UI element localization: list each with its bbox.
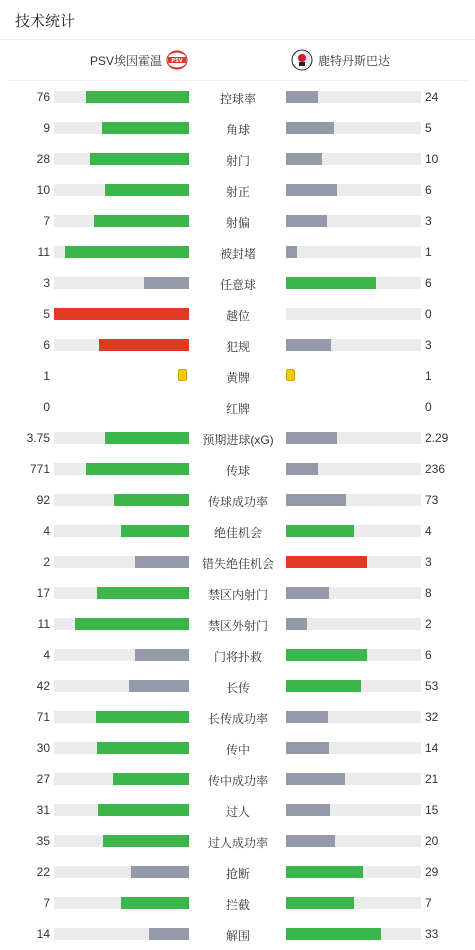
stat-label: 解围: [225, 929, 250, 943]
stat-row: [0, 918, 475, 949]
home-stat-bar: [54, 494, 189, 506]
home-stat-bar: [54, 339, 189, 351]
stat-row: [0, 887, 475, 918]
home-stat-value: 27: [36, 772, 50, 786]
away-stat-value: 6: [425, 648, 432, 662]
stat-label: 禁区内射门: [207, 588, 268, 602]
stat-row: [0, 515, 475, 546]
away-stat-bar: [286, 370, 421, 382]
away-stat-value: 53: [425, 679, 439, 693]
home-stat-value: 4: [43, 524, 50, 538]
away-stat-value: 3: [425, 338, 432, 352]
away-stat-bar: [286, 184, 421, 196]
stat-label: 传中: [225, 743, 250, 757]
away-stat-fill: [286, 618, 307, 630]
away-team[interactable]: [291, 40, 390, 80]
away-stat-bar: [286, 897, 421, 909]
stat-label: 犯规: [225, 340, 250, 354]
home-stat-value: 2: [43, 555, 50, 569]
home-stat-bar: [54, 928, 189, 940]
home-stat-bar: [54, 804, 189, 816]
home-stat-bar: [54, 91, 189, 103]
stat-label: 错失绝佳机会: [201, 557, 274, 571]
away-stat-fill: [286, 866, 363, 878]
home-stat-fill: [99, 339, 189, 351]
home-stat-fill: [97, 587, 189, 599]
home-stat-bar: [54, 773, 189, 785]
stat-row: [0, 763, 475, 794]
away-stat-value: 14: [425, 741, 439, 755]
home-stat-value: 76: [36, 90, 50, 104]
stat-row: [0, 267, 475, 298]
away-stat-fill: [286, 463, 318, 475]
home-stat-value: 4: [43, 648, 50, 662]
home-stat-fill: [105, 184, 189, 196]
stat-label: 绝佳机会: [213, 526, 262, 540]
home-stat-fill: [149, 928, 189, 940]
home-stat-bar: [54, 401, 189, 413]
away-stat-bar: [286, 122, 421, 134]
away-stat-bar: [286, 215, 421, 227]
away-stat-value: 1: [425, 245, 432, 259]
home-stat-fill: [114, 494, 189, 506]
home-stat-value: 3: [43, 276, 50, 290]
away-stat-fill: [286, 215, 327, 227]
away-stat-bar: [286, 587, 421, 599]
stat-label: 射正: [225, 185, 250, 199]
home-stat-value: 35: [36, 834, 50, 848]
away-stat-bar: [286, 835, 421, 847]
away-stat-fill: [286, 339, 331, 351]
home-stat-value: 42: [36, 679, 50, 693]
away-stat-bar: [286, 339, 421, 351]
home-stat-fill: [129, 680, 189, 692]
away-stat-fill: [286, 711, 328, 723]
home-stat-bar: [54, 618, 189, 630]
stat-label: 预期进球(xG): [202, 433, 274, 447]
away-stat-bar: [286, 432, 421, 444]
stat-label: 传球成功率: [207, 495, 268, 509]
away-stat-bar: [286, 711, 421, 723]
home-stat-value: 71: [36, 710, 50, 724]
home-stat-value: 11: [37, 617, 50, 631]
away-stat-value: 5: [425, 121, 432, 135]
home-stat-bar: [54, 184, 189, 196]
home-stat-value: 11: [37, 245, 50, 259]
stat-row: [0, 484, 475, 515]
away-stat-bar: [286, 277, 421, 289]
away-stat-value: 20: [425, 834, 439, 848]
stat-label: 抢断: [225, 867, 250, 881]
away-stat-fill: [286, 277, 376, 289]
home-stat-bar: [54, 649, 189, 661]
home-stat-value: 6: [43, 338, 50, 352]
yellow-card-icon: [286, 369, 295, 381]
away-stat-value: 15: [425, 803, 439, 817]
stat-row: [0, 205, 475, 236]
home-stat-value: 1: [43, 369, 50, 383]
home-stat-fill: [96, 711, 189, 723]
away-stat-value: 3: [425, 214, 432, 228]
home-stat-bar: [54, 556, 189, 568]
home-stat-fill: [65, 246, 189, 258]
home-stat-fill: [90, 153, 189, 165]
home-stat-bar: [54, 835, 189, 847]
home-stat-value: 771: [29, 462, 50, 476]
home-stat-value: 22: [36, 865, 50, 879]
stat-row: [0, 732, 475, 763]
away-stat-bar: [286, 804, 421, 816]
stat-row: [0, 298, 475, 329]
stat-label: 红牌: [225, 402, 250, 416]
home-stat-fill: [54, 308, 189, 320]
stat-label: 射偏: [225, 216, 250, 230]
home-stat-fill: [131, 866, 189, 878]
away-stat-fill: [286, 773, 345, 785]
stat-label: 长传成功率: [207, 712, 268, 726]
away-stat-value: 73: [425, 493, 439, 507]
away-stat-value: 0: [425, 307, 432, 321]
away-stat-value: 24: [425, 90, 439, 104]
stat-row: [0, 329, 475, 360]
away-stat-bar: [286, 618, 421, 630]
home-stat-value: 31: [36, 803, 50, 817]
away-stat-bar: [286, 680, 421, 692]
away-stat-bar: [286, 649, 421, 661]
home-stat-fill: [103, 835, 189, 847]
home-stat-bar: [54, 308, 189, 320]
away-stat-bar: [286, 91, 421, 103]
home-stat-fill: [144, 277, 189, 289]
home-stat-bar: [54, 463, 189, 475]
home-stat-value: 3.75: [26, 431, 50, 445]
away-stat-fill: [286, 153, 322, 165]
stat-label: 黄牌: [225, 371, 250, 385]
away-stat-fill: [286, 432, 337, 444]
home-stat-fill: [86, 463, 189, 475]
home-stat-value: 7: [43, 896, 50, 910]
away-stat-bar: [286, 153, 421, 165]
home-stat-value: 30: [36, 741, 50, 755]
sparta-rotterdam-crest-icon: [291, 49, 313, 71]
away-stat-value: 6: [425, 276, 432, 290]
away-stat-fill: [286, 680, 361, 692]
stat-row: [0, 639, 475, 670]
away-stat-value: 33: [425, 927, 439, 941]
home-stat-fill: [135, 556, 189, 568]
stat-row: [0, 174, 475, 205]
yellow-card-icon: [178, 369, 187, 381]
stat-label: 禁区外射门: [207, 619, 268, 633]
stat-label: 拦截: [225, 898, 250, 912]
stat-label: 过人成功率: [207, 836, 268, 850]
home-stat-bar: [54, 277, 189, 289]
home-stat-bar: [54, 432, 189, 444]
stat-label: 过人: [225, 805, 250, 819]
home-team-name: PSV埃因霍温: [90, 53, 163, 68]
home-stat-value: 10: [36, 183, 50, 197]
stat-row: [0, 81, 475, 112]
away-stat-value: 32: [425, 710, 439, 724]
away-stat-value: 3: [425, 555, 432, 569]
away-stat-value: 1: [425, 369, 432, 383]
away-stat-bar: [286, 308, 421, 320]
away-stat-fill: [286, 649, 367, 661]
away-stat-value: 7: [425, 896, 432, 910]
home-stat-bar: [54, 742, 189, 754]
away-stat-value: 4: [425, 524, 432, 538]
home-stat-bar: [54, 215, 189, 227]
away-stat-bar: [286, 556, 421, 568]
home-stat-bar: [54, 711, 189, 723]
stat-row: [0, 360, 475, 391]
stat-row: [0, 794, 475, 825]
stat-row: [0, 453, 475, 484]
stat-label: 被封堵: [219, 247, 256, 261]
home-stat-fill: [135, 649, 189, 661]
home-stat-value: 92: [36, 493, 50, 507]
away-stat-fill: [286, 91, 318, 103]
away-stat-bar: [286, 246, 421, 258]
home-stat-value: 17: [36, 586, 50, 600]
away-stat-fill: [286, 525, 354, 537]
stat-row: [0, 546, 475, 577]
away-stat-value: 29: [425, 865, 439, 879]
stat-label: 长传: [225, 681, 250, 695]
stat-row: [0, 112, 475, 143]
home-stat-fill: [97, 742, 189, 754]
away-stat-fill: [286, 246, 297, 258]
page-title: 技术统计: [15, 13, 76, 30]
home-stat-fill: [102, 122, 189, 134]
away-team-name: 鹿特丹斯巴达: [318, 53, 391, 68]
stat-label: 任意球: [219, 278, 256, 292]
away-stat-bar: [286, 928, 421, 940]
stat-row: [0, 422, 475, 453]
home-stat-value: 5: [43, 307, 50, 321]
home-stat-bar: [54, 246, 189, 258]
stat-row: [0, 825, 475, 856]
stat-row: [0, 670, 475, 701]
away-stat-fill: [286, 122, 334, 134]
away-stat-bar: [286, 494, 421, 506]
away-stat-fill: [286, 928, 381, 940]
away-stat-bar: [286, 401, 421, 413]
away-stat-fill: [286, 804, 330, 816]
stats-list: [0, 81, 475, 949]
stats-header: [0, 0, 475, 40]
stat-label: 门将扑救: [213, 650, 262, 664]
home-stat-bar: [54, 680, 189, 692]
stat-row: [0, 391, 475, 422]
away-stat-value: 0: [425, 400, 432, 414]
stat-label: 控球率: [219, 92, 256, 106]
away-stat-fill: [286, 556, 367, 568]
away-stat-bar: [286, 773, 421, 785]
stat-label: 越位: [225, 309, 250, 323]
away-stat-value: 21: [425, 772, 439, 786]
stat-label: 射门: [225, 154, 250, 168]
away-stat-value: 6: [425, 183, 432, 197]
teams-row: [8, 40, 467, 81]
stat-label: 传球: [225, 464, 250, 478]
away-stat-value: 236: [425, 462, 446, 476]
home-stat-bar: [54, 866, 189, 878]
home-stat-value: 14: [36, 927, 50, 941]
svg-text:PSV: PSV: [171, 58, 183, 64]
home-stat-bar: [54, 587, 189, 599]
home-stat-value: 28: [36, 152, 50, 166]
home-stat-value: 0: [43, 400, 50, 414]
home-stat-bar: [54, 897, 189, 909]
away-stat-fill: [286, 587, 329, 599]
home-stat-fill: [86, 91, 189, 103]
away-stat-value: 2: [425, 617, 432, 631]
home-stat-bar: [54, 370, 189, 382]
home-stat-fill: [98, 804, 189, 816]
away-stat-fill: [286, 897, 354, 909]
home-stat-value: 9: [43, 121, 50, 135]
stat-label: 角球: [225, 123, 250, 137]
home-stat-fill: [121, 525, 189, 537]
stat-row: [0, 236, 475, 267]
home-stat-fill: [113, 773, 189, 785]
home-stat-fill: [121, 897, 189, 909]
away-stat-bar: [286, 463, 421, 475]
stat-row: [0, 577, 475, 608]
stat-row: [0, 701, 475, 732]
away-stat-fill: [286, 494, 346, 506]
away-stat-value: 10: [425, 152, 439, 166]
away-stat-fill: [286, 835, 335, 847]
stat-row: [0, 608, 475, 639]
home-stat-value: 7: [43, 214, 50, 228]
home-stat-fill: [105, 432, 189, 444]
psv-crest-icon: [166, 49, 188, 71]
home-stat-bar: [54, 122, 189, 134]
away-stat-value: 8: [425, 586, 432, 600]
away-stat-fill: [286, 184, 337, 196]
home-stat-bar: [54, 525, 189, 537]
away-stat-fill: [286, 742, 329, 754]
home-stat-fill: [94, 215, 189, 227]
away-stat-bar: [286, 742, 421, 754]
away-stat-bar: [286, 525, 421, 537]
stat-label: 传中成功率: [207, 774, 268, 788]
home-team[interactable]: [90, 40, 188, 80]
away-stat-value: 2.29: [425, 431, 449, 445]
stat-row: [0, 856, 475, 887]
home-stat-bar: [54, 153, 189, 165]
away-stat-bar: [286, 866, 421, 878]
home-stat-fill: [75, 618, 189, 630]
stat-row: [0, 143, 475, 174]
